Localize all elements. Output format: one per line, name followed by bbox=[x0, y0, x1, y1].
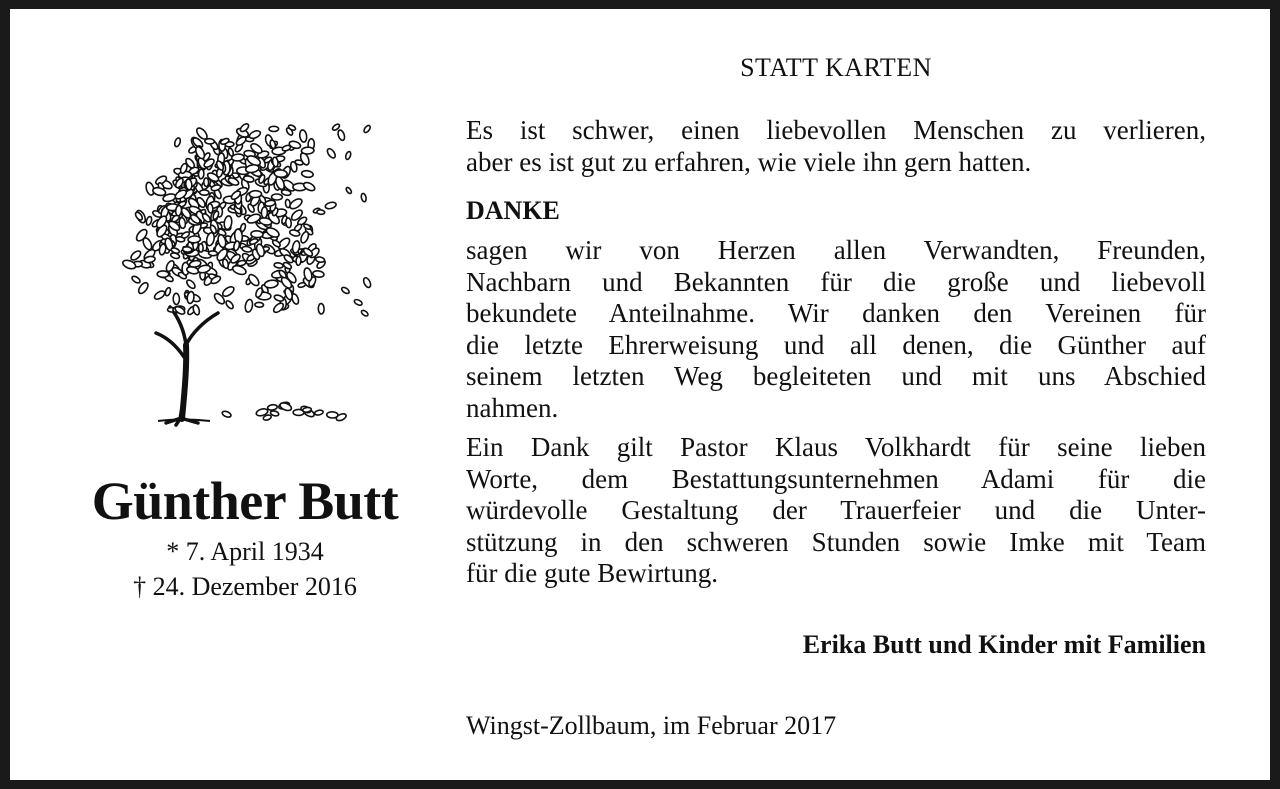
intro-paragraph bbox=[466, 115, 1206, 178]
thanks-line: die letzte Ehrerweisung und all denen, die Günther auf bbox=[466, 329, 1206, 360]
dank-line: stützung in den schweren Stunden sowie Imke mit Team bbox=[466, 526, 1206, 557]
obituary-card bbox=[10, 9, 1270, 780]
dank-paragraph bbox=[466, 432, 1206, 590]
notice-heading: STATT KARTEN bbox=[740, 53, 932, 82]
dank-line: würdevolle Gestaltung der Trauerfeier und die Unter- bbox=[466, 495, 1206, 525]
thanks-line: Nachbarn und Bekannten für die große und liebevoll bbox=[466, 266, 1206, 297]
intro-line: Es ist schwer, einen liebevollen Menschen zu verlieren, bbox=[466, 115, 1206, 145]
thanks-line: sagen wir von Herzen allen Verwandten, Freunden, bbox=[466, 235, 1206, 265]
deceased-name: Günther Butt bbox=[91, 471, 399, 531]
notice-text-column bbox=[466, 9, 1206, 780]
dank-line: Worte, dem Bestattungsunternehmen Adami für die bbox=[466, 463, 1206, 494]
intro-line: aber es ist gut zu erfahren, wie viele ihn gern hatten. bbox=[466, 146, 1032, 177]
dank-line: Ein Dank gilt Pastor Klaus Volkhardt für seine lieben bbox=[466, 432, 1206, 462]
thanks-line: seinem letzten Weg begleiteten und mit uns Abschied bbox=[466, 361, 1206, 391]
thanks-line: bekundete Anteilnahme. Wir danken den Vereinen für bbox=[466, 298, 1206, 328]
danke-heading: DANKE bbox=[466, 196, 560, 225]
birth-date: * 7. April 1934 bbox=[166, 537, 324, 566]
death-date: † 24. Dezember 2016 bbox=[133, 572, 357, 601]
place-date: Wingst-Zollbaum, im Februar 2017 bbox=[466, 711, 837, 740]
dank-line: für die gute Bewirtung. bbox=[466, 558, 718, 588]
thanks-line: nahmen. bbox=[466, 392, 559, 423]
wind-blown-tree-icon bbox=[118, 107, 378, 427]
left-column bbox=[10, 9, 480, 780]
thanks-paragraph bbox=[466, 235, 1206, 424]
signature: Erika Butt und Kinder mit Familien bbox=[802, 630, 1206, 659]
